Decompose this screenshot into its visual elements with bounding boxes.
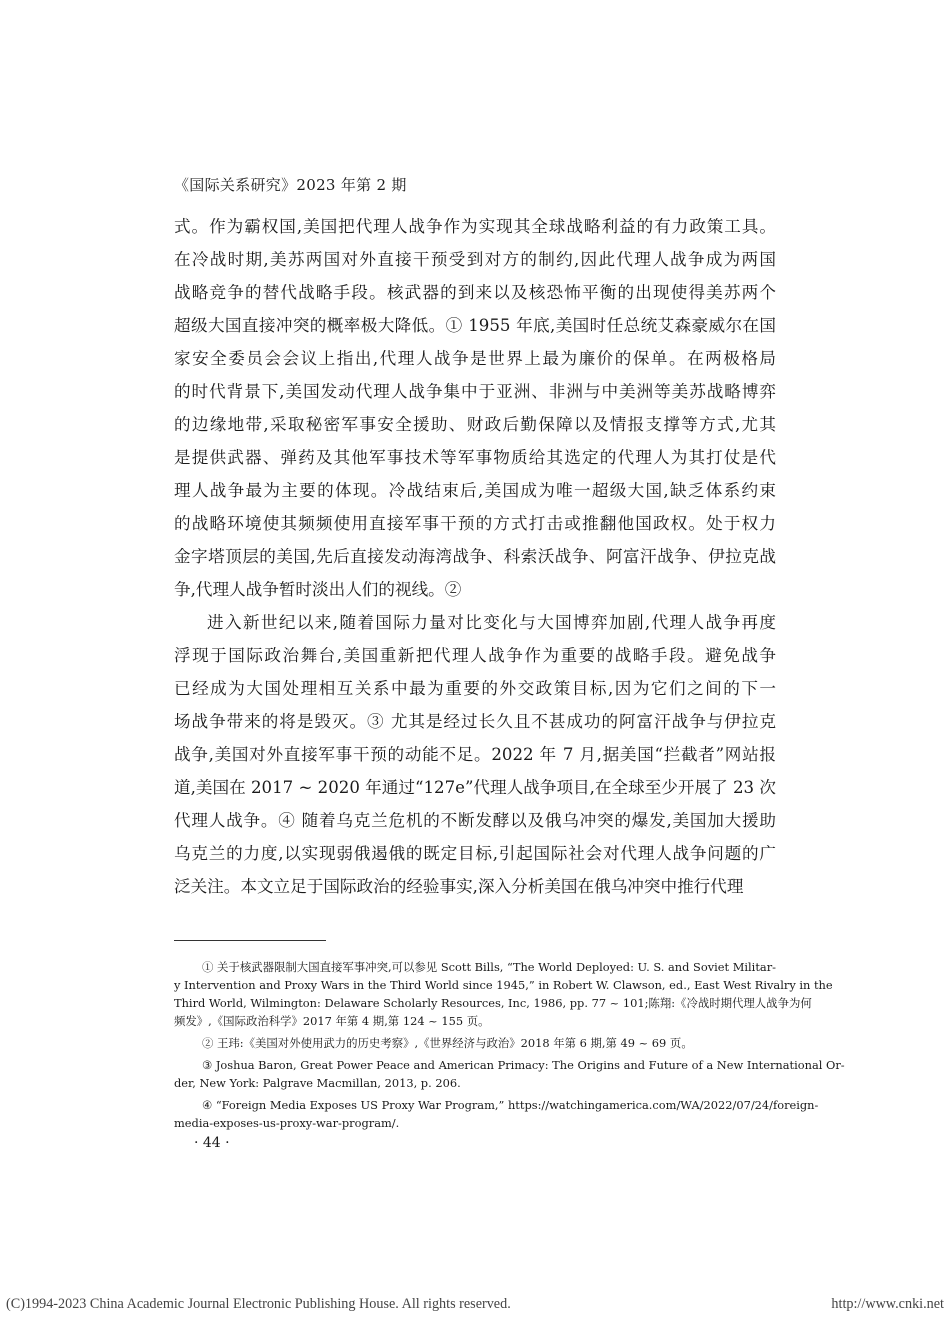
footnote-line: ③ Joshua Baron, Great Power Peace and American Primacy: The Origins and Future of a New International Or- (202, 1058, 845, 1072)
footnote-line: Third World, Wilmington: Delaware Scholarly Resources, Inc, 1986, pp. 77 ~ 101;陈翔:《冷战时期代理人战争为何 (174, 996, 812, 1010)
footnote-line: media-exposes-us-proxy-war-program/. (174, 1116, 400, 1130)
text-line: 家安全委员会会议上指出,代理人战争是世界上最为廉价的保单。在两极格局 (174, 349, 776, 368)
copyright-text: (C)1994-2023 China Academic Journal Electronic Publishing House. All rights reserved. (6, 1296, 511, 1312)
footnote-line: ② 王玮:《美国对外使用武力的历史考察》,《世界经济与政治》2018 年第 6 期,第 49 ~ 69 页。 (202, 1036, 693, 1050)
footnote (174, 1096, 819, 1132)
text-line: 式。作为霸权国,美国把代理人战争作为实现其全球战略利益的有力政策工具。 (174, 217, 776, 236)
footnote (174, 958, 833, 1030)
text-line: 超级大国直接冲突的概率极大降低。① 1955 年底,美国时任总统艾森豪威尔在国 (174, 316, 776, 335)
copyright-footer (6, 1296, 944, 1313)
text-line: 的时代背景下,美国发动代理人战争集中于亚洲、非洲与中美洲等美苏战略博弈 (174, 382, 776, 401)
text-line: 乌克兰的力度,以实现弱俄遏俄的既定目标,引起国际社会对代理人战争问题的广 (174, 844, 776, 863)
text-line: 在冷战时期,美苏两国对外直接干预受到对方的制约,因此代理人战争成为两国 (174, 250, 776, 269)
paragraph (174, 210, 776, 606)
text-line: 进入新世纪以来,随着国际力量对比变化与大国博弈加剧,代理人战争再度 (207, 613, 776, 632)
text-line: 浮现于国际政治舞台,美国重新把代理人战争作为重要的战略手段。避免战争 (174, 646, 776, 665)
footnote-divider (174, 940, 326, 941)
main-body (174, 210, 776, 903)
footnote-line: ① 关于核武器限制大国直接军事冲突,可以参见 Scott Bills, “The World Deployed: U. S. and Soviet Militar- (202, 960, 776, 974)
running-header: 《国际关系研究》2023 年第 2 期 (174, 176, 407, 194)
text-line: 场战争带来的将是毁灭。③ 尤其是经过长久且不甚成功的阿富汗战争与伊拉克 (174, 712, 776, 731)
footnote (174, 1034, 776, 1052)
footnotes (174, 958, 845, 1136)
footnote (174, 1056, 845, 1092)
text-line: 争,代理人战争暂时淡出人们的视线。② (174, 580, 462, 599)
page-number: · 44 · (194, 1135, 230, 1151)
text-line: 战争,美国对外直接军事干预的动能不足。2022 年 7 月,据美国“拦截者”网站报 (174, 745, 776, 764)
text-line: 理人战争最为主要的体现。冷战结束后,美国成为唯一超级大国,缺乏体系约束 (174, 481, 776, 500)
text-line: 的战略环境使其频频使用直接军事干预的方式打击或推翻他国政权。处于权力 (174, 514, 776, 533)
text-line: 代理人战争。④ 随着乌克兰危机的不断发酵以及俄乌冲突的爆发,美国加大援助 (174, 811, 776, 830)
text-line: 战略竞争的替代战略手段。核武器的到来以及核恐怖平衡的出现使得美苏两个 (174, 283, 776, 302)
text-line: 金字塔顶层的美国,先后直接发动海湾战争、科索沃战争、阿富汗战争、伊拉克战 (174, 547, 776, 566)
footnote-line: 频发》,《国际政治科学》2017 年第 4 期,第 124 ~ 155 页。 (174, 1014, 490, 1028)
text-line: 的边缘地带,采取秘密军事安全援助、财政后勤保障以及情报支撑等方式,尤其 (174, 415, 776, 434)
footnote-line: y Intervention and Proxy Wars in the Third World since 1945,” in Robert W. Clawson, ed., East West Rivalry in the (174, 978, 833, 992)
text-line: 是提供武器、弹药及其他军事技术等军事物质给其选定的代理人为其打仗是代 (174, 448, 776, 467)
footnote-line: ④ “Foreign Media Exposes US Proxy War Program,” https://watchingamerica.com/WA/2022/07/24/foreign- (202, 1098, 819, 1112)
footnote-line: der, New York: Palgrave Macmillan, 2013, p. 206. (174, 1076, 461, 1090)
paragraph (174, 606, 776, 903)
text-line: 泛关注。本文立足于国际政治的经验事实,深入分析美国在俄乌冲突中推行代理 (174, 877, 744, 896)
text-line: 道,美国在 2017 ~ 2020 年通过“127e”代理人战争项目,在全球至少开展了 23 次 (174, 778, 776, 797)
cnki-url[interactable]: http://www.cnki.net (831, 1296, 944, 1312)
text-line: 已经成为大国处理相互关系中最为重要的外交政策目标,因为它们之间的下一 (174, 679, 776, 698)
